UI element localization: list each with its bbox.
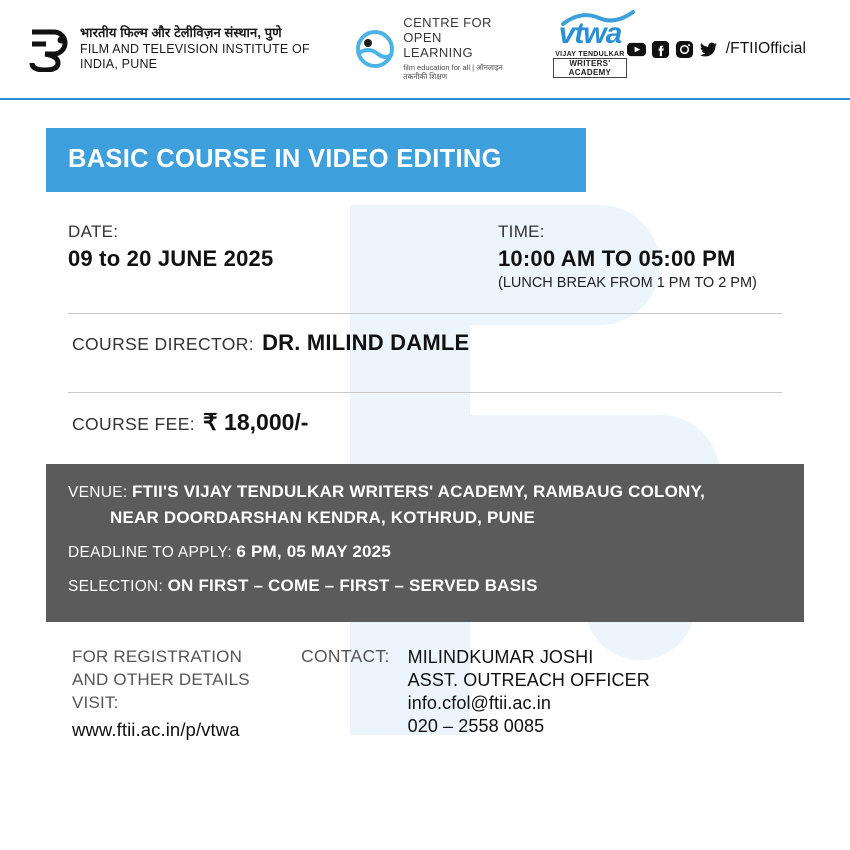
youtube-icon[interactable]	[627, 40, 646, 59]
venue-value-line2: NEAR DOORDARSHAN KENDRA, KOTHRUD, PUNE	[110, 508, 536, 527]
venue-line	[68, 482, 782, 502]
contact-label: CONTACT:	[301, 646, 390, 666]
selection-value: ON FIRST – COME – FIRST – SERVED BASIS	[167, 576, 538, 595]
social-links[interactable]	[627, 40, 822, 59]
venue-panel	[46, 464, 804, 622]
vtwa-logo	[553, 16, 627, 80]
deadline-label: DEADLINE TO APPLY:	[68, 544, 232, 561]
date-label: DATE:	[68, 222, 119, 241]
header	[0, 0, 850, 100]
cfol-logo-icon	[356, 30, 394, 68]
ftii-english-name: FILM AND TELEVISION INSTITUTE OF INDIA, PUNE	[80, 41, 310, 72]
course-title-banner	[46, 128, 586, 192]
contact-designation: ASST. OUTREACH OFFICER	[407, 670, 650, 691]
twitter-icon[interactable]	[699, 40, 718, 59]
contact-block	[301, 646, 650, 741]
time-note: (LUNCH BREAK FROM 1 PM TO 2 PM)	[498, 275, 757, 291]
course-director-row	[46, 314, 804, 370]
vtwa-sub1: VIJAY TENDULKAR	[555, 50, 625, 58]
registration-block	[72, 646, 277, 741]
contact-phone[interactable]: 020 – 2558 0085	[407, 716, 545, 737]
social-handle[interactable]: /FTIIOfficial	[725, 40, 806, 57]
course-fee-label: COURSE FEE:	[72, 414, 196, 434]
contact-name: MILINDKUMAR JOSHI	[407, 647, 594, 667]
cfol-logo	[356, 16, 507, 81]
instagram-icon[interactable]	[675, 40, 694, 59]
date-block	[68, 222, 498, 291]
deadline-line	[68, 542, 782, 562]
date-value: 09 to 20 JUNE 2025	[68, 246, 274, 271]
cfol-tagline: film education for all | ऑनलाइन तकनीकी शिक्षण	[403, 63, 503, 81]
ftii-hindi-name: भारतीय फिल्म और टेलीविज़न संस्थान, पुणे	[80, 25, 282, 41]
ftii-logo	[28, 25, 312, 73]
selection-label: SELECTION:	[68, 578, 164, 595]
cfol-line2: OPEN LEARNING	[403, 30, 473, 61]
selection-line	[68, 576, 782, 596]
vtwa-sub2: WRITERS' ACADEMY	[553, 58, 627, 78]
time-block	[498, 222, 786, 291]
course-director-value: DR. MILIND DAMLE	[262, 330, 470, 355]
vtwa-swoosh-icon	[561, 10, 635, 28]
ftii-logo-icon	[28, 26, 70, 72]
poster-body	[0, 100, 850, 741]
page-title: BASIC COURSE IN VIDEO EDITING	[68, 145, 502, 173]
vtwa-wordmark: vtwa	[558, 16, 622, 50]
deadline-value: 6 PM, 05 MAY 2025	[236, 542, 391, 561]
footer	[46, 622, 804, 741]
contact-email[interactable]: info.cfol@ftii.ac.in	[407, 693, 551, 714]
venue-value-line1: FTII'S VIJAY TENDULKAR WRITERS' ACADEMY, RAMBAUG COLONY,	[131, 482, 706, 501]
course-director-label: COURSE DIRECTOR:	[72, 334, 255, 354]
time-label: TIME:	[498, 222, 545, 241]
course-fee-value: ₹ 18,000/-	[203, 409, 309, 435]
registration-url[interactable]: www.ftii.ac.in/p/vtwa	[72, 718, 240, 740]
cfol-line1: CENTRE FOR	[403, 15, 492, 31]
course-fee-row	[46, 393, 804, 450]
facebook-icon[interactable]	[651, 40, 670, 59]
time-value: 10:00 AM TO 05:00 PM	[498, 246, 736, 271]
registration-text: FOR REGISTRATION AND OTHER DETAILS VISIT:	[72, 647, 250, 712]
date-time-row	[46, 222, 804, 291]
venue-label: VENUE:	[68, 484, 128, 501]
